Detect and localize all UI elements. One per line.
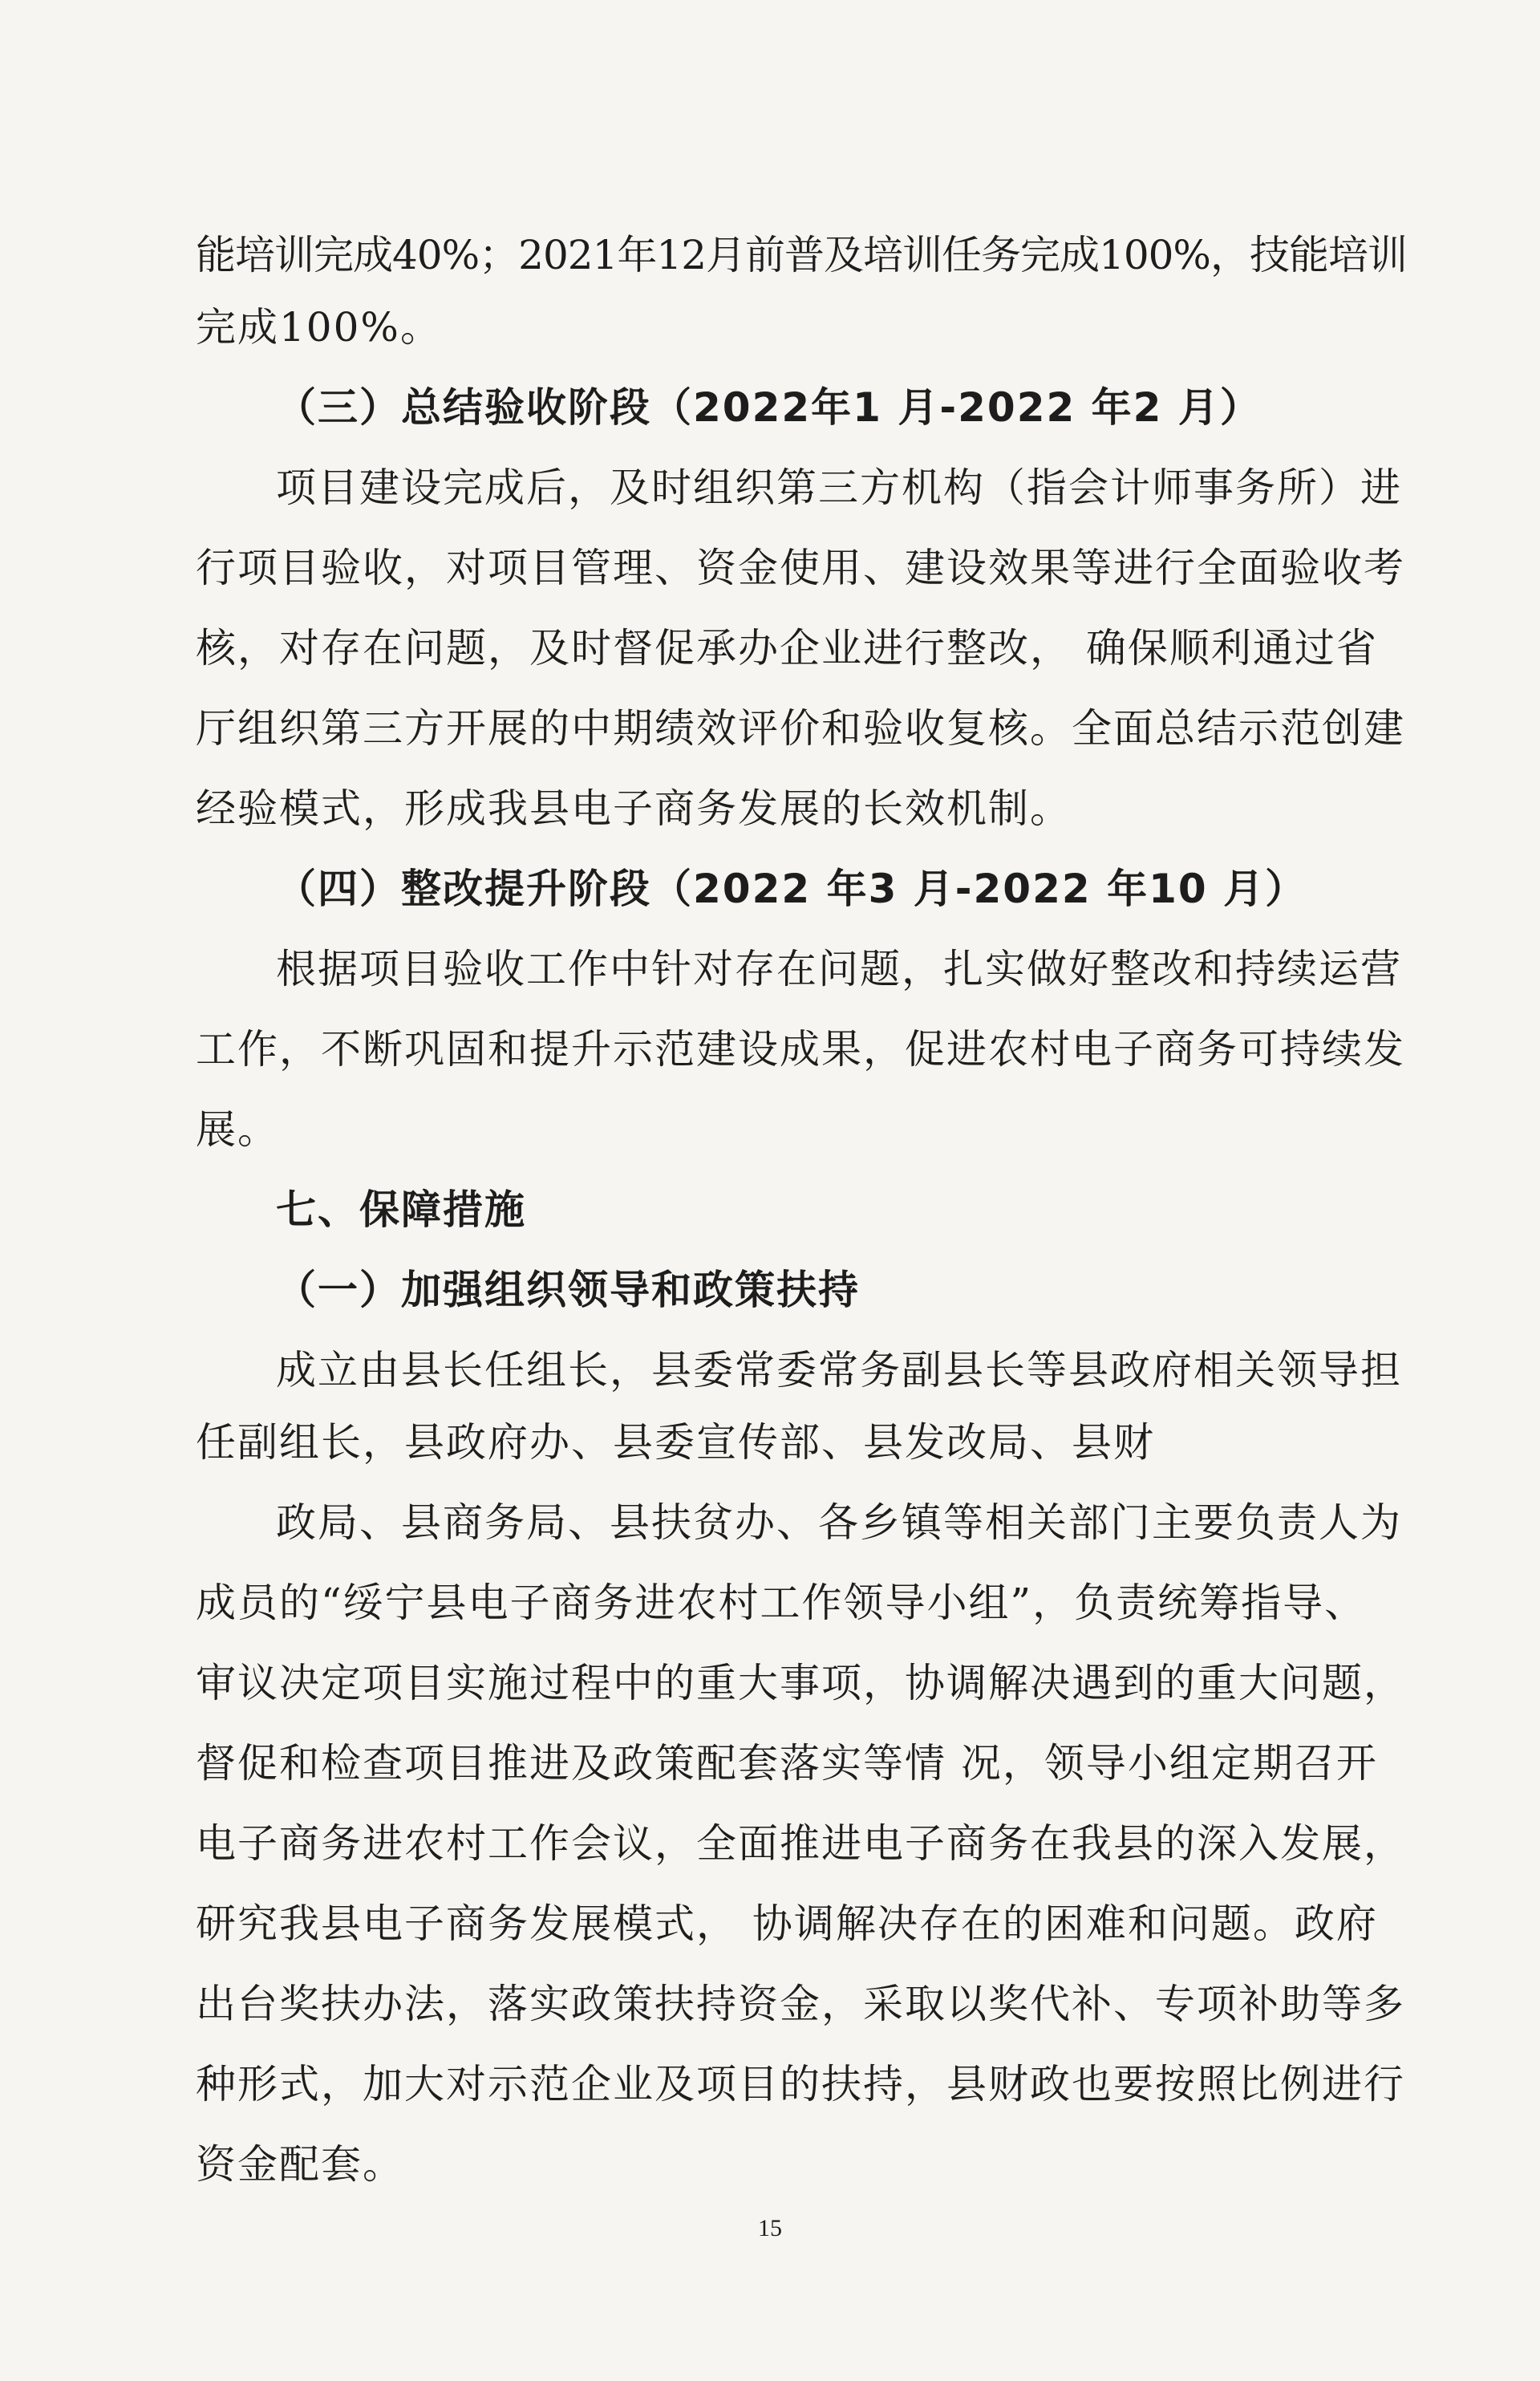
body-line: 种形式，加大对示范企业及项目的扶持，县财政也要按照比例进行 <box>196 2061 1405 2107</box>
body-line: 督促和检查项目推进及政策配套落实等情 况，领导小组定期召开 <box>196 1740 1378 1787</box>
body-line: 能培训完成40%；2021年12月前普及培训任务完成100%，技能培训 <box>196 232 1407 278</box>
body-line: 出台奖扶办法，落实政策扶持资金，采取以奖代补、专项补助等多 <box>196 1981 1405 2027</box>
body-line: 项目建设完成后，及时组织第三方机构（指会计师事务所）进 <box>276 464 1402 511</box>
body-line: 厅组织第三方开展的中期绩效评价和验收复核。全面总结示范创建 <box>196 705 1405 752</box>
body-line: 经验模式，形成我县电子商务发展的长效机制。 <box>196 785 1072 832</box>
page-number: 15 <box>758 2215 782 2241</box>
body-line: 工作，不断巩固和提升示范建设成果，促进农村电子商务可持续发 <box>196 1026 1405 1073</box>
body-line: 审议决定项目实施过程中的重大事项，协调解决遇到的重大问题， <box>196 1660 1405 1706</box>
body-line: 成立由县长任组长，县委常委常务副县长等县政府相关领导担 <box>276 1347 1402 1393</box>
body-line: 任副组长，县政府办、县委宣传部、县发改局、县财 <box>196 1419 1155 1466</box>
body-line: 核，对存在问题，及时督促承办企业进行整改， 确保顺利通过省 <box>196 625 1378 671</box>
body-line: 研究我县电子商务发展模式， 协调解决存在的困难和问题。政府 <box>196 1900 1378 1947</box>
section-heading: （一）加强组织领导和政策扶持 <box>276 1267 860 1313</box>
body-line: 政局、县商务局、县扶贫办、各乡镇等相关部门主要负责人为 <box>276 1499 1402 1546</box>
body-line: 资金配套。 <box>196 2141 404 2188</box>
section-heading: （四）整改提升阶段（2022 年3 月-2022 年10 月） <box>276 866 1307 912</box>
body-line: 电子商务进农村工作会议，全面推进电子商务在我县的深入发展， <box>196 1820 1405 1867</box>
body-line: 成员的“绥宁县电子商务进农村工作领导小组”，负责统筹指导、 <box>196 1580 1367 1626</box>
body-line: 根据项目验收工作中针对存在问题，扎实做好整改和持续运营 <box>276 946 1402 992</box>
body-line: 行项目验收，对项目管理、资金使用、建设效果等进行全面验收考 <box>196 545 1405 591</box>
chapter-heading: 七、保障措施 <box>276 1186 526 1233</box>
body-line: 完成100%。 <box>196 304 442 351</box>
section-heading: （三）总结验收阶段（2022年1 月-2022 年2 月） <box>276 384 1262 431</box>
body-line: 展。 <box>196 1106 279 1153</box>
